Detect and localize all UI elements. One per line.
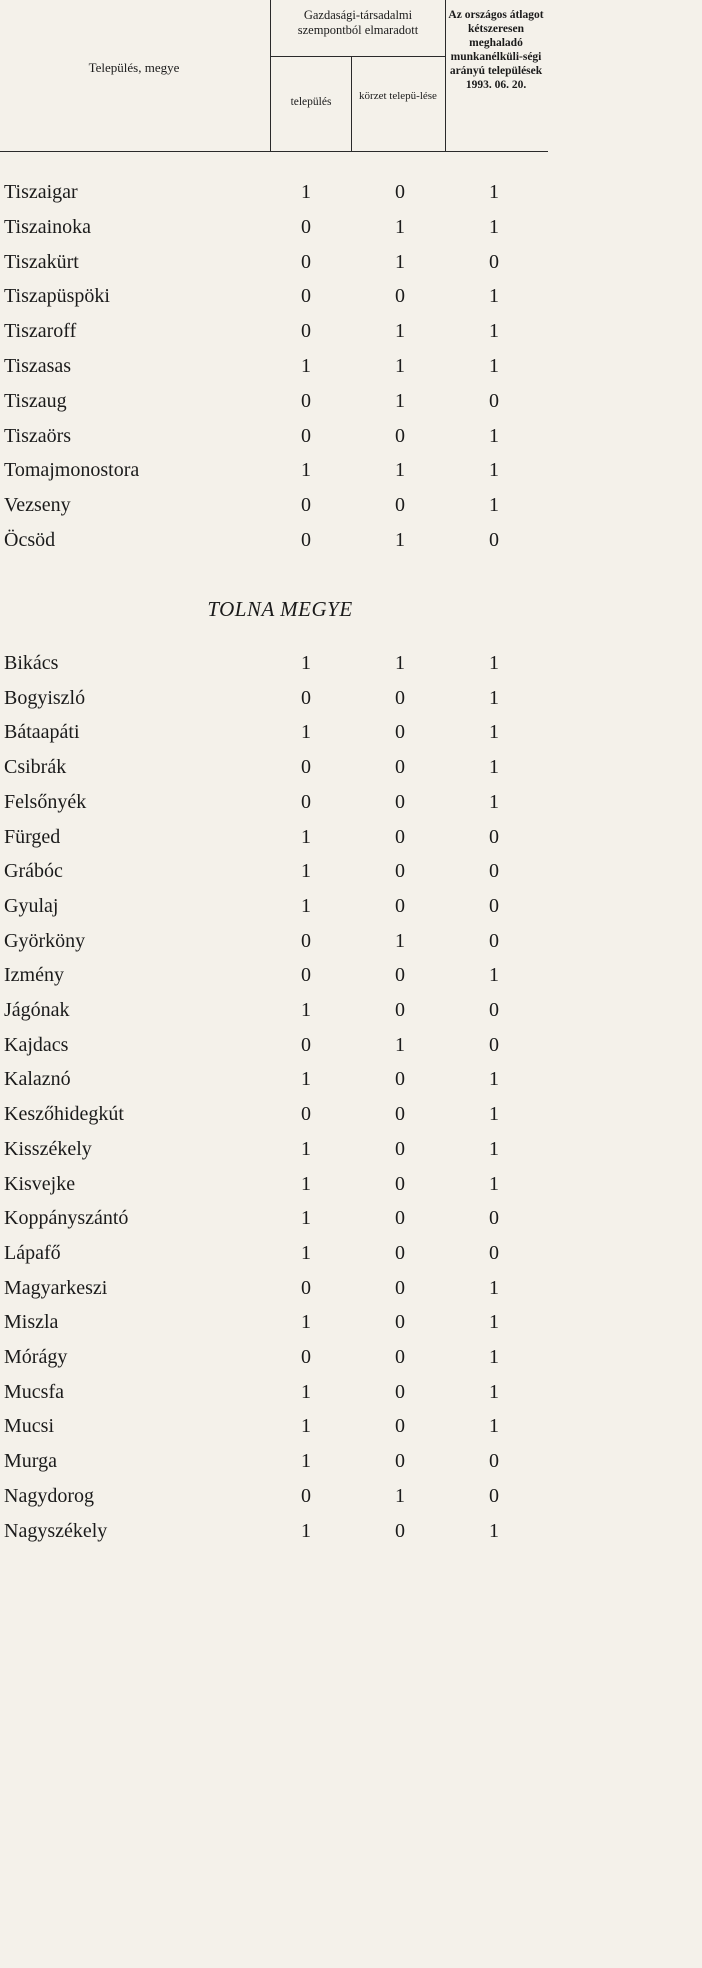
underdeveloped-settlement-value: 1 — [301, 1207, 311, 1230]
table-row — [0, 494, 702, 530]
table-row — [0, 687, 702, 723]
table-row — [0, 285, 702, 321]
settlement-name: Kisvejke — [4, 1172, 76, 1195]
table-row — [0, 1346, 702, 1382]
header-district-subcolumn: körzet telepü-lése — [359, 90, 437, 102]
high-unemployment-value: 1 — [489, 1346, 499, 1368]
underdeveloped-district-value: 1 — [395, 1484, 405, 1507]
underdeveloped-settlement-value: 1 — [301, 1311, 311, 1334]
high-unemployment-value: 0 — [489, 529, 499, 551]
settlement-name: Bogyiszló — [4, 686, 86, 709]
settlement-name: Koppányszántó — [4, 1207, 129, 1230]
high-unemployment-value: 0 — [489, 999, 499, 1021]
underdeveloped-settlement-value: 1 — [301, 860, 311, 883]
underdeveloped-district-value: 1 — [395, 652, 405, 674]
table-row — [0, 355, 702, 391]
table-row — [0, 1103, 702, 1139]
underdeveloped-settlement-value: 0 — [301, 1033, 311, 1056]
table-row — [0, 1277, 702, 1313]
settlement-name: Jágónak — [4, 999, 70, 1021]
underdeveloped-settlement-value: 1 — [301, 1380, 311, 1403]
high-unemployment-value: 0 — [489, 389, 499, 412]
settlement-name: Magyarkeszi — [4, 1276, 108, 1299]
settlement-name: Nagyszékely — [4, 1519, 108, 1542]
table-row — [0, 930, 702, 966]
settlement-name: Tiszaörs — [4, 424, 72, 447]
header-bottom-rule — [0, 151, 548, 152]
underdeveloped-settlement-value: 0 — [301, 929, 311, 952]
settlement-name: Fürged — [4, 825, 61, 848]
table-row — [0, 652, 702, 688]
high-unemployment-value: 1 — [489, 1276, 499, 1299]
settlement-name: Gyulaj — [4, 894, 59, 917]
settlement-name: Tiszainoka — [4, 215, 92, 238]
underdeveloped-district-value: 1 — [395, 529, 405, 551]
table-row — [0, 1242, 702, 1278]
underdeveloped-settlement-value: 1 — [301, 459, 311, 482]
table-row — [0, 251, 702, 287]
high-unemployment-value: 1 — [489, 215, 499, 238]
table-row — [0, 1034, 702, 1070]
underdeveloped-settlement-value: 1 — [301, 355, 311, 377]
settlement-name: Felsőnyék — [4, 790, 87, 813]
high-unemployment-value: 0 — [489, 894, 499, 917]
high-unemployment-value: 0 — [489, 929, 499, 952]
underdeveloped-district-value: 0 — [395, 860, 405, 883]
settlement-name: Bátaapáti — [4, 721, 80, 744]
high-unemployment-value: 0 — [489, 860, 499, 883]
underdeveloped-settlement-value: 0 — [301, 424, 311, 447]
high-unemployment-value: 1 — [489, 459, 499, 482]
table-row — [0, 791, 702, 827]
table-header — [0, 0, 702, 152]
high-unemployment-value: 1 — [489, 1415, 499, 1438]
underdeveloped-settlement-value: 1 — [301, 1068, 311, 1091]
underdeveloped-district-value: 0 — [395, 424, 405, 447]
underdeveloped-settlement-value: 1 — [301, 721, 311, 744]
underdeveloped-district-value: 0 — [395, 999, 405, 1021]
underdeveloped-settlement-value: 0 — [301, 250, 311, 273]
underdeveloped-district-value: 0 — [395, 1207, 405, 1230]
underdeveloped-district-value: 0 — [395, 894, 405, 917]
high-unemployment-value: 1 — [489, 424, 499, 447]
table-row — [0, 826, 702, 862]
high-unemployment-value: 0 — [489, 1207, 499, 1230]
high-unemployment-value: 0 — [489, 1241, 499, 1264]
underdeveloped-district-value: 0 — [395, 494, 405, 517]
underdeveloped-settlement-value: 1 — [301, 652, 311, 674]
high-unemployment-value: 1 — [489, 652, 499, 674]
underdeveloped-settlement-value: 1 — [301, 894, 311, 917]
underdeveloped-district-value: 1 — [395, 389, 405, 412]
underdeveloped-district-value: 1 — [395, 250, 405, 273]
high-unemployment-value: 1 — [489, 1103, 499, 1126]
table-row — [0, 999, 702, 1035]
underdeveloped-district-value: 1 — [395, 355, 405, 377]
underdeveloped-settlement-value: 0 — [301, 790, 311, 813]
settlement-name: Bikács — [4, 652, 59, 674]
underdeveloped-settlement-value: 0 — [301, 320, 311, 343]
settlement-name: Grábóc — [4, 860, 63, 883]
underdeveloped-district-value: 0 — [395, 686, 405, 709]
high-unemployment-value: 1 — [489, 1519, 499, 1542]
high-unemployment-value: 1 — [489, 1068, 499, 1091]
underdeveloped-district-value: 0 — [395, 285, 405, 308]
settlement-name: Keszőhidegkút — [4, 1103, 124, 1126]
underdeveloped-settlement-value: 0 — [301, 1103, 311, 1126]
table-row — [0, 860, 702, 896]
underdeveloped-district-value: 0 — [395, 1380, 405, 1403]
table-row — [0, 1068, 702, 1104]
settlement-name: Murga — [4, 1450, 57, 1473]
settlement-name: Csibrák — [4, 756, 67, 779]
high-unemployment-value: 1 — [489, 355, 499, 377]
underdeveloped-settlement-value: 1 — [301, 1415, 311, 1438]
table-row — [0, 756, 702, 792]
header-divider-h1 — [270, 56, 446, 57]
settlement-name: Kalaznó — [4, 1068, 71, 1091]
table-row — [0, 459, 702, 495]
underdeveloped-district-value: 0 — [395, 1519, 405, 1542]
settlement-name: Kisszékely — [4, 1137, 92, 1160]
settlement-name: Tiszaigar — [4, 181, 78, 203]
settlement-name: Miszla — [4, 1311, 59, 1334]
high-unemployment-value: 1 — [489, 285, 499, 308]
high-unemployment-value: 1 — [489, 790, 499, 813]
settlement-name: Izmény — [4, 964, 64, 987]
high-unemployment-value: 1 — [489, 1137, 499, 1160]
underdeveloped-settlement-value: 1 — [301, 181, 311, 203]
underdeveloped-settlement-value: 1 — [301, 1172, 311, 1195]
header-unemployment-column: Az országos átlagot kétszeresen meghaladó munkanélküli-ségi arányú települések 1993. 06. 20. — [448, 9, 544, 92]
high-unemployment-value: 1 — [489, 721, 499, 744]
underdeveloped-district-value: 1 — [395, 1033, 405, 1056]
settlement-name: Mucsfa — [4, 1380, 64, 1403]
settlement-name: Györköny — [4, 929, 86, 952]
underdeveloped-settlement-value: 0 — [301, 494, 311, 517]
table-row — [0, 1311, 702, 1347]
underdeveloped-settlement-value: 0 — [301, 1276, 311, 1299]
high-unemployment-value: 1 — [489, 1172, 499, 1195]
underdeveloped-district-value: 0 — [395, 1346, 405, 1368]
settlement-name: Kajdacs — [4, 1033, 69, 1056]
table-row — [0, 1520, 702, 1556]
settlement-name: Tiszaroff — [4, 320, 77, 343]
underdeveloped-settlement-value: 1 — [301, 1519, 311, 1542]
header-underdeveloped-group: Gazdasági-társadalmi szempontból elmaradott — [297, 8, 419, 37]
underdeveloped-settlement-value: 0 — [301, 389, 311, 412]
underdeveloped-district-value: 0 — [395, 181, 405, 203]
settlement-name: Tiszakürt — [4, 250, 79, 273]
header-settlement-subcolumn: település — [290, 96, 332, 108]
table-row — [0, 181, 702, 217]
header-settlement-column: Település, megye — [88, 60, 180, 75]
header-divider-v1 — [270, 0, 271, 152]
underdeveloped-settlement-value: 0 — [301, 1346, 311, 1368]
underdeveloped-settlement-value: 0 — [301, 215, 311, 238]
underdeveloped-settlement-value: 1 — [301, 999, 311, 1021]
table-row — [0, 1173, 702, 1209]
high-unemployment-value: 1 — [489, 964, 499, 987]
underdeveloped-district-value: 0 — [395, 1172, 405, 1195]
high-unemployment-value: 1 — [489, 1311, 499, 1334]
underdeveloped-district-value: 0 — [395, 1311, 405, 1334]
underdeveloped-district-value: 1 — [395, 459, 405, 482]
settlement-name: Öcsöd — [4, 529, 56, 551]
underdeveloped-settlement-value: 0 — [301, 756, 311, 779]
table-row — [0, 964, 702, 1000]
settlement-name: Vezseny — [4, 494, 71, 517]
settlement-name: Tiszaug — [4, 389, 67, 412]
underdeveloped-district-value: 0 — [395, 964, 405, 987]
table-row — [0, 1485, 702, 1521]
underdeveloped-district-value: 1 — [395, 929, 405, 952]
settlement-name: Tomajmonostora — [4, 459, 140, 482]
header-divider-v3 — [351, 56, 352, 152]
table-row — [0, 721, 702, 757]
table-row — [0, 1207, 702, 1243]
county-title: TOLNA MEGYE — [207, 597, 353, 621]
high-unemployment-value: 0 — [489, 250, 499, 273]
table-row — [0, 390, 702, 426]
table-row — [0, 895, 702, 931]
high-unemployment-value: 0 — [489, 1450, 499, 1473]
underdeveloped-district-value: 0 — [395, 1450, 405, 1473]
underdeveloped-settlement-value: 1 — [301, 1450, 311, 1473]
underdeveloped-district-value: 0 — [395, 1415, 405, 1438]
high-unemployment-value: 1 — [489, 320, 499, 343]
settlement-name: Tiszasas — [4, 355, 72, 377]
underdeveloped-district-value: 0 — [395, 1241, 405, 1264]
underdeveloped-settlement-value: 1 — [301, 1137, 311, 1160]
underdeveloped-district-value: 0 — [395, 756, 405, 779]
settlement-name: Tiszapüspöki — [4, 285, 110, 308]
underdeveloped-settlement-value: 0 — [301, 285, 311, 308]
settlement-name: Mórágy — [4, 1346, 68, 1368]
underdeveloped-settlement-value: 0 — [301, 964, 311, 987]
settlement-name: Nagydorog — [4, 1484, 94, 1507]
table-row — [0, 529, 702, 565]
high-unemployment-value: 1 — [489, 494, 499, 517]
table-row — [0, 1138, 702, 1174]
high-unemployment-value: 1 — [489, 1380, 499, 1403]
high-unemployment-value: 0 — [489, 825, 499, 848]
high-unemployment-value: 1 — [489, 181, 499, 203]
underdeveloped-district-value: 0 — [395, 721, 405, 744]
settlement-name: Lápafő — [4, 1241, 61, 1264]
underdeveloped-settlement-value: 0 — [301, 686, 311, 709]
table-row — [0, 425, 702, 461]
underdeveloped-settlement-value: 1 — [301, 825, 311, 848]
table-row — [0, 320, 702, 356]
underdeveloped-settlement-value: 0 — [301, 529, 311, 551]
underdeveloped-district-value: 1 — [395, 215, 405, 238]
underdeveloped-district-value: 0 — [395, 1276, 405, 1299]
underdeveloped-district-value: 0 — [395, 1137, 405, 1160]
high-unemployment-value: 1 — [489, 756, 499, 779]
table-row — [0, 1381, 702, 1417]
underdeveloped-district-value: 0 — [395, 1068, 405, 1091]
underdeveloped-district-value: 0 — [395, 825, 405, 848]
underdeveloped-district-value: 0 — [395, 790, 405, 813]
settlement-name: Mucsi — [4, 1415, 54, 1438]
underdeveloped-district-value: 0 — [395, 1103, 405, 1126]
high-unemployment-value: 1 — [489, 686, 499, 709]
underdeveloped-district-value: 1 — [395, 320, 405, 343]
underdeveloped-settlement-value: 0 — [301, 1484, 311, 1507]
high-unemployment-value: 0 — [489, 1484, 499, 1507]
underdeveloped-settlement-value: 1 — [301, 1241, 311, 1264]
table-row — [0, 1415, 702, 1451]
table-row — [0, 1450, 702, 1486]
high-unemployment-value: 0 — [489, 1033, 499, 1056]
table-row — [0, 216, 702, 252]
